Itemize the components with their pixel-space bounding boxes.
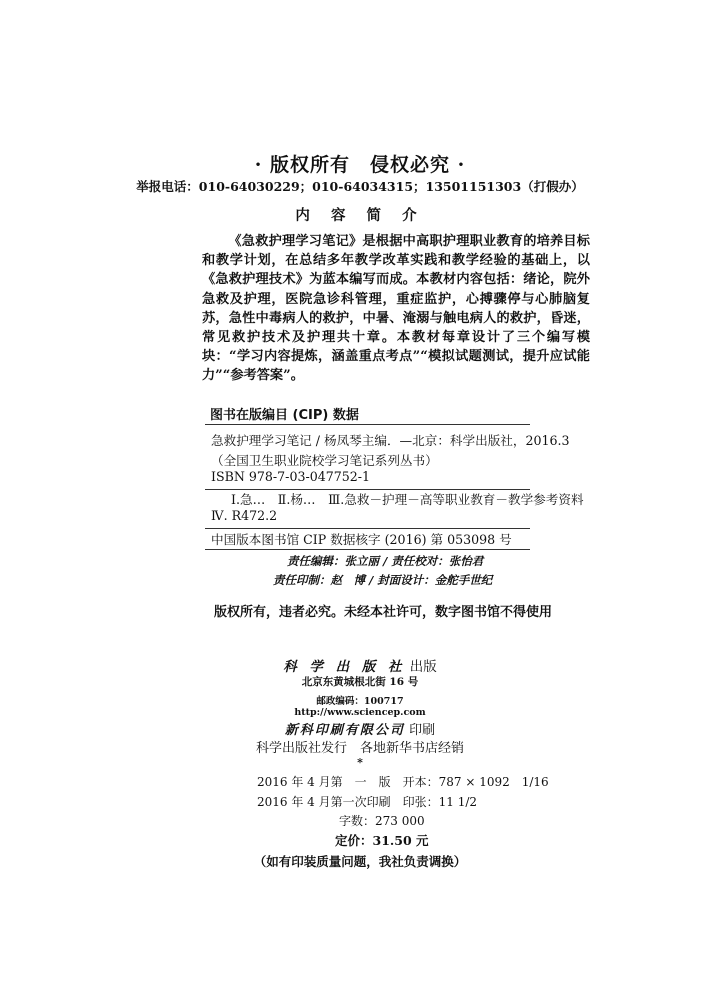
cip-number: 中国版本图书馆 CIP 数据核字 (2016) 第 053098 号 [211, 532, 512, 547]
summary-body: 《急救护理学习笔记》是根据中高职护理职业教育的培养目标和教学计划，在总结多年教学改革实践和教学经验的基础上，以《急救护理技术》为蓝本编写而成。本教材内容包括：绪论，院外急救及护理，医院急诊科管理，重症监护，心搏骤停与心肺脑复苏，急性中毒病人的救护，中暑、淹溺与触电病人的救护，昏迷，常见救护技术及护理共十章。本教材每章设计了三个编写模块：“学习内容提炼，涵盖重点考点”“模拟试题测试，提升应试能力”“参考答案”。 [202, 234, 590, 384]
edition-line: 2016 年 4 月第 一 版 开本：787 × 1092 1/16 [257, 775, 549, 789]
cip-series-line: （全国卫生职业院校学习笔记系列丛书） [211, 453, 438, 468]
summary-heading: 内 容 简 介 [295, 207, 425, 224]
quality-note: （如有印装质量问题，我社负责调换） [253, 854, 467, 869]
cip-classification-2: Ⅳ. R472.2 [211, 508, 278, 523]
separator-star: * [357, 756, 363, 769]
publisher-address: 北京东黄城根北街 16 号 [301, 676, 419, 688]
printer-role: 印刷 [409, 723, 436, 738]
cip-classification-1: Ⅰ.急… Ⅱ.杨… Ⅲ.急救－护理－高等职业教育－教学参考资料 [231, 492, 584, 507]
cip-title-line: 急救护理学习笔记 / 杨凤琴主编．—北京：科学出版社，2016.3 [211, 433, 570, 448]
staff-production: 责任印制：赵 博 / 封面设计：金舵手世纪 [273, 573, 493, 587]
rights-notice: 版权所有，违者必究。未经本社许可，数字图书馆不得使用 [214, 605, 553, 620]
printer-name: 新科印刷有限公司 [284, 723, 405, 738]
publisher-postcode: 邮政编码：100717 [316, 696, 404, 707]
publisher-website: http://www.sciencep.com [294, 707, 426, 718]
print-line: 2016 年 4 月第一次印刷 印张：11 1/2 [257, 795, 478, 809]
distribution-line: 科学出版社发行 各地新华书店经销 [255, 741, 464, 756]
cip-heading: 图书在版编目 (CIP) 数据 [210, 408, 359, 423]
report-phone: 举报电话：010-64030229；010-64034315；13501151303（打假办） [136, 179, 584, 194]
publisher-role: 出版 [409, 659, 437, 675]
staff-editors: 责任编辑：张立丽 / 责任校对：张怡君 [287, 554, 484, 568]
cip-bottom-divider [205, 549, 530, 550]
printer-line [0, 719, 720, 738]
cip-isbn: ISBN 978-7-03-047752-1 [211, 469, 371, 484]
price: 定价：31.50 元 [335, 833, 429, 848]
publisher-name: 科 学 出 版 社 [283, 659, 406, 675]
word-count: 字数：273 000 [339, 814, 425, 828]
copyright-title: · 版权所有 侵权必究 · [254, 154, 466, 176]
publisher-line [0, 655, 720, 675]
cip-top-divider [205, 424, 530, 425]
